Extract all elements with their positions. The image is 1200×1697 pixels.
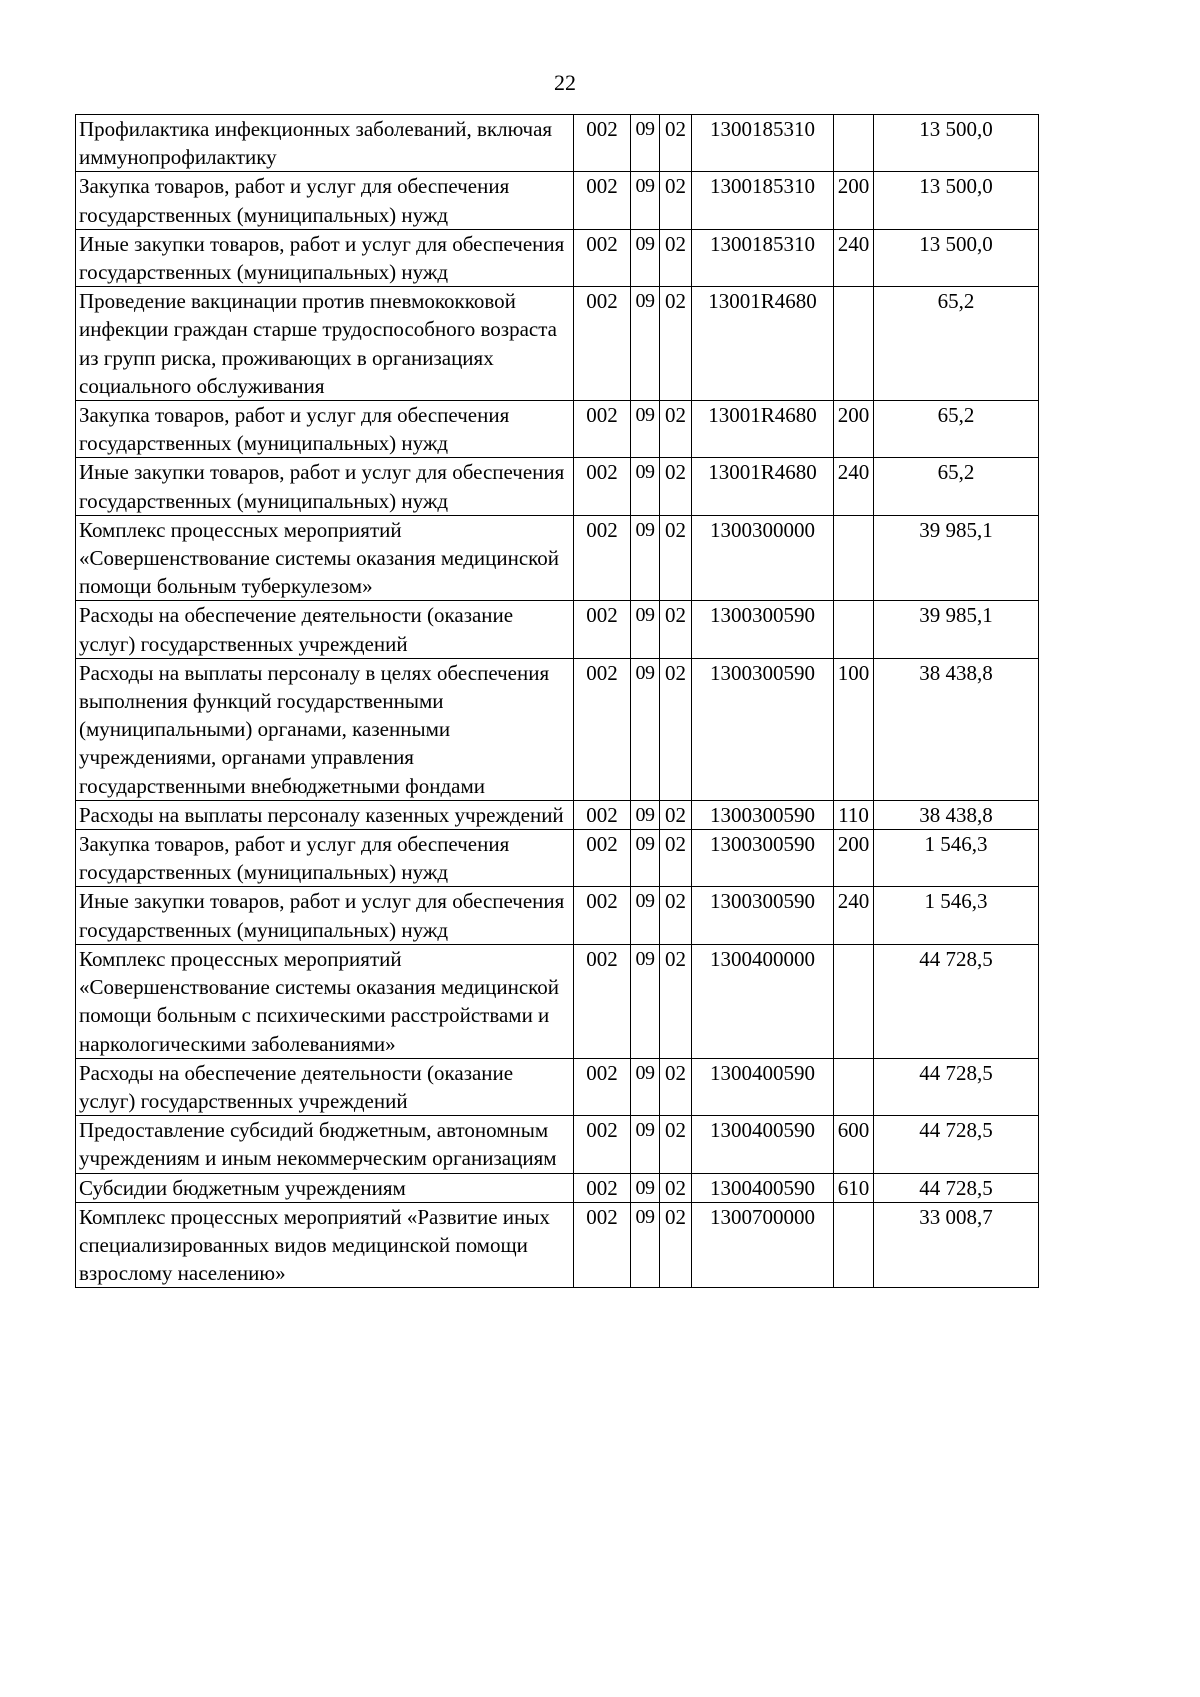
grbs-code-cell: 002 bbox=[574, 830, 631, 887]
table-row bbox=[76, 887, 1039, 944]
budget-table bbox=[75, 114, 1039, 1288]
section-code-cell: 09 bbox=[631, 1058, 660, 1115]
expense-type-code-cell: 240 bbox=[834, 458, 874, 515]
subsection-code-cell: 02 bbox=[660, 115, 692, 172]
target-item-code-cell: 1300185310 bbox=[692, 115, 834, 172]
expense-type-code-cell: 100 bbox=[834, 658, 874, 800]
subsection-code-cell: 02 bbox=[660, 601, 692, 658]
amount-cell: 44 728,5 bbox=[874, 1058, 1039, 1115]
target-item-code-cell: 1300300590 bbox=[692, 800, 834, 829]
expense-type-code-cell: 200 bbox=[834, 830, 874, 887]
grbs-code-cell: 002 bbox=[574, 944, 631, 1058]
target-item-code-cell: 1300300000 bbox=[692, 515, 834, 601]
grbs-code-cell: 002 bbox=[574, 1058, 631, 1115]
target-item-code-cell: 13001R4680 bbox=[692, 287, 834, 401]
section-code-cell: 09 bbox=[631, 800, 660, 829]
amount-cell: 65,2 bbox=[874, 287, 1039, 401]
grbs-code-cell: 002 bbox=[574, 887, 631, 944]
expense-type-code-cell bbox=[834, 944, 874, 1058]
row-name-cell: Проведение вакцинации против пневмококковой инфекции граждан старше трудоспособного возраста из групп риска, проживающих в организациях социального обслуживания bbox=[76, 287, 574, 401]
subsection-code-cell: 02 bbox=[660, 287, 692, 401]
table-row bbox=[76, 830, 1039, 887]
amount-cell: 44 728,5 bbox=[874, 1173, 1039, 1202]
row-name-cell: Комплекс процессных мероприятий «Совершенствование системы оказания медицинской помощи больным с психическими расстройствами и наркологическими заболеваниями» bbox=[76, 944, 574, 1058]
section-code-cell: 09 bbox=[631, 944, 660, 1058]
grbs-code-cell: 002 bbox=[574, 401, 631, 458]
table-row bbox=[76, 515, 1039, 601]
section-code-cell: 09 bbox=[631, 115, 660, 172]
section-code-cell: 09 bbox=[631, 172, 660, 229]
table-row bbox=[76, 601, 1039, 658]
amount-cell: 38 438,8 bbox=[874, 800, 1039, 829]
amount-cell: 39 985,1 bbox=[874, 515, 1039, 601]
table-row bbox=[76, 1058, 1039, 1115]
table-row bbox=[76, 287, 1039, 401]
grbs-code-cell: 002 bbox=[574, 172, 631, 229]
expense-type-code-cell: 240 bbox=[834, 229, 874, 286]
row-name-cell: Субсидии бюджетным учреждениям bbox=[76, 1173, 574, 1202]
target-item-code-cell: 13001R4680 bbox=[692, 458, 834, 515]
expense-type-code-cell: 200 bbox=[834, 401, 874, 458]
subsection-code-cell: 02 bbox=[660, 1173, 692, 1202]
table-row bbox=[76, 172, 1039, 229]
grbs-code-cell: 002 bbox=[574, 515, 631, 601]
subsection-code-cell: 02 bbox=[660, 887, 692, 944]
section-code-cell: 09 bbox=[631, 458, 660, 515]
row-name-cell: Расходы на выплаты персоналу казенных учреждений bbox=[76, 800, 574, 829]
grbs-code-cell: 002 bbox=[574, 458, 631, 515]
section-code-cell: 09 bbox=[631, 401, 660, 458]
subsection-code-cell: 02 bbox=[660, 800, 692, 829]
row-name-cell: Комплекс процессных мероприятий «Развитие иных специализированных видов медицинской помощи взрослому населению» bbox=[76, 1202, 574, 1288]
grbs-code-cell: 002 bbox=[574, 1202, 631, 1288]
subsection-code-cell: 02 bbox=[660, 830, 692, 887]
target-item-code-cell: 1300185310 bbox=[692, 172, 834, 229]
row-name-cell: Расходы на обеспечение деятельности (оказание услуг) государственных учреждений bbox=[76, 601, 574, 658]
grbs-code-cell: 002 bbox=[574, 115, 631, 172]
expense-type-code-cell bbox=[834, 601, 874, 658]
grbs-code-cell: 002 bbox=[574, 800, 631, 829]
section-code-cell: 09 bbox=[631, 229, 660, 286]
amount-cell: 65,2 bbox=[874, 458, 1039, 515]
expense-type-code-cell bbox=[834, 1058, 874, 1115]
table-row bbox=[76, 1202, 1039, 1288]
subsection-code-cell: 02 bbox=[660, 1116, 692, 1173]
subsection-code-cell: 02 bbox=[660, 401, 692, 458]
target-item-code-cell: 1300300590 bbox=[692, 601, 834, 658]
table-row bbox=[76, 1116, 1039, 1173]
table-row bbox=[76, 401, 1039, 458]
section-code-cell: 09 bbox=[631, 1116, 660, 1173]
amount-cell: 13 500,0 bbox=[874, 172, 1039, 229]
subsection-code-cell: 02 bbox=[660, 944, 692, 1058]
expense-type-code-cell bbox=[834, 515, 874, 601]
subsection-code-cell: 02 bbox=[660, 229, 692, 286]
section-code-cell: 09 bbox=[631, 887, 660, 944]
subsection-code-cell: 02 bbox=[660, 658, 692, 800]
amount-cell: 33 008,7 bbox=[874, 1202, 1039, 1288]
table-row bbox=[76, 944, 1039, 1058]
amount-cell: 44 728,5 bbox=[874, 1116, 1039, 1173]
amount-cell: 1 546,3 bbox=[874, 830, 1039, 887]
row-name-cell: Закупка товаров, работ и услуг для обеспечения государственных (муниципальных) нужд bbox=[76, 401, 574, 458]
target-item-code-cell: 1300400590 bbox=[692, 1058, 834, 1115]
amount-cell: 38 438,8 bbox=[874, 658, 1039, 800]
target-item-code-cell: 1300700000 bbox=[692, 1202, 834, 1288]
amount-cell: 1 546,3 bbox=[874, 887, 1039, 944]
expense-type-code-cell bbox=[834, 287, 874, 401]
subsection-code-cell: 02 bbox=[660, 458, 692, 515]
amount-cell: 65,2 bbox=[874, 401, 1039, 458]
subsection-code-cell: 02 bbox=[660, 515, 692, 601]
grbs-code-cell: 002 bbox=[574, 658, 631, 800]
amount-cell: 44 728,5 bbox=[874, 944, 1039, 1058]
subsection-code-cell: 02 bbox=[660, 1202, 692, 1288]
table-row bbox=[76, 458, 1039, 515]
section-code-cell: 09 bbox=[631, 601, 660, 658]
row-name-cell: Иные закупки товаров, работ и услуг для обеспечения государственных (муниципальных) нужд bbox=[76, 458, 574, 515]
table-row bbox=[76, 1173, 1039, 1202]
target-item-code-cell: 1300400590 bbox=[692, 1173, 834, 1202]
row-name-cell: Комплекс процессных мероприятий «Совершенствование системы оказания медицинской помощи больным туберкулезом» bbox=[76, 515, 574, 601]
section-code-cell: 09 bbox=[631, 1173, 660, 1202]
subsection-code-cell: 02 bbox=[660, 1058, 692, 1115]
table-row bbox=[76, 115, 1039, 172]
row-name-cell: Закупка товаров, работ и услуг для обеспечения государственных (муниципальных) нужд bbox=[76, 830, 574, 887]
grbs-code-cell: 002 bbox=[574, 1173, 631, 1202]
row-name-cell: Расходы на выплаты персоналу в целях обеспечения выполнения функций государственными (муниципальными) органами, казенными учреждениями, органами управления государственными внебюджетными фондами bbox=[76, 658, 574, 800]
table-row bbox=[76, 658, 1039, 800]
expense-type-code-cell bbox=[834, 1202, 874, 1288]
expense-type-code-cell: 610 bbox=[834, 1173, 874, 1202]
page-number: 22 bbox=[554, 70, 576, 95]
table-row bbox=[76, 229, 1039, 286]
amount-cell: 39 985,1 bbox=[874, 601, 1039, 658]
expense-type-code-cell: 240 bbox=[834, 887, 874, 944]
section-code-cell: 09 bbox=[631, 515, 660, 601]
target-item-code-cell: 1300300590 bbox=[692, 658, 834, 800]
row-name-cell: Расходы на обеспечение деятельности (оказание услуг) государственных учреждений bbox=[76, 1058, 574, 1115]
subsection-code-cell: 02 bbox=[660, 172, 692, 229]
grbs-code-cell: 002 bbox=[574, 229, 631, 286]
amount-cell: 13 500,0 bbox=[874, 115, 1039, 172]
expense-type-code-cell: 200 bbox=[834, 172, 874, 229]
target-item-code-cell: 1300300590 bbox=[692, 830, 834, 887]
amount-cell: 13 500,0 bbox=[874, 229, 1039, 286]
expense-type-code-cell bbox=[834, 115, 874, 172]
row-name-cell: Иные закупки товаров, работ и услуг для обеспечения государственных (муниципальных) нужд bbox=[76, 229, 574, 286]
target-item-code-cell: 1300185310 bbox=[692, 229, 834, 286]
row-name-cell: Предоставление субсидий бюджетным, автономным учреждениям и иным некоммерческим организациям bbox=[76, 1116, 574, 1173]
grbs-code-cell: 002 bbox=[574, 1116, 631, 1173]
target-item-code-cell: 1300400000 bbox=[692, 944, 834, 1058]
grbs-code-cell: 002 bbox=[574, 601, 631, 658]
row-name-cell: Профилактика инфекционных заболеваний, включая иммунопрофилактику bbox=[76, 115, 574, 172]
grbs-code-cell: 002 bbox=[574, 287, 631, 401]
row-name-cell: Закупка товаров, работ и услуг для обеспечения государственных (муниципальных) нужд bbox=[76, 172, 574, 229]
section-code-cell: 09 bbox=[631, 1202, 660, 1288]
section-code-cell: 09 bbox=[631, 830, 660, 887]
target-item-code-cell: 1300400590 bbox=[692, 1116, 834, 1173]
section-code-cell: 09 bbox=[631, 658, 660, 800]
target-item-code-cell: 13001R4680 bbox=[692, 401, 834, 458]
target-item-code-cell: 1300300590 bbox=[692, 887, 834, 944]
row-name-cell: Иные закупки товаров, работ и услуг для обеспечения государственных (муниципальных) нужд bbox=[76, 887, 574, 944]
table-row bbox=[76, 800, 1039, 829]
section-code-cell: 09 bbox=[631, 287, 660, 401]
expense-type-code-cell: 600 bbox=[834, 1116, 874, 1173]
expense-type-code-cell: 110 bbox=[834, 800, 874, 829]
